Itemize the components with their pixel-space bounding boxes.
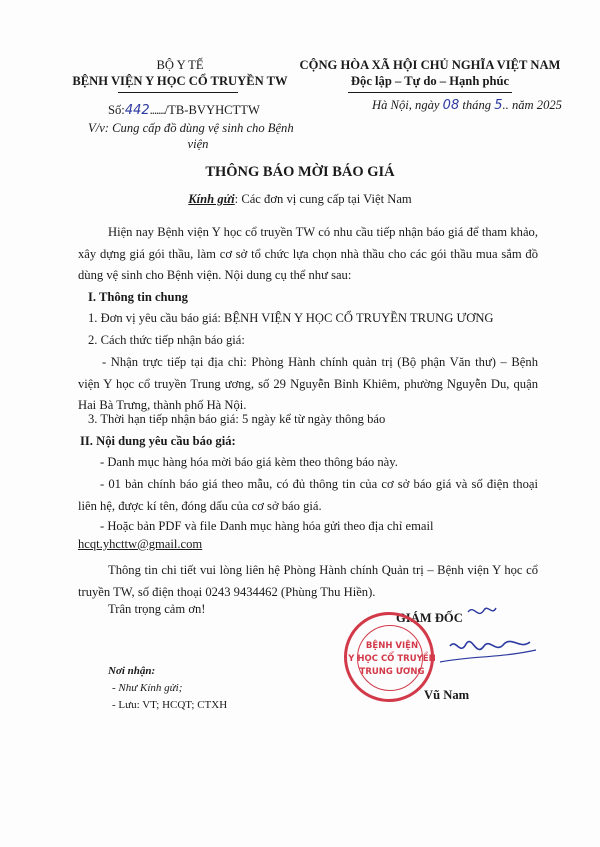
section2-bullet1: - Danh mục hàng hóa mời báo giá kèm theo thông báo này. (100, 455, 398, 469)
date-prefix: Hà Nội, ngày (372, 98, 440, 112)
document-title: THÔNG BÁO MỜI BÁO GIÁ (205, 164, 395, 180)
section1-heading: I. Thông tin chung (88, 290, 188, 304)
section1-item2-detail: - Nhận trực tiếp tại địa chỉ: Phòng Hành chính quản trị (Bộ phận Văn thư) – Bệnh viện Y học cổ truyền Trung ương, số 29 Nguyễn Bỉnh Khiêm, phường Nguyễn Du, quận Hai Bà Trưng, thành phố Hà Nội. (78, 355, 538, 412)
hospital-name: BỆNH VIỆN Y HỌC CỔ TRUYỀN TW (72, 74, 288, 88)
date-month-label: tháng (462, 98, 492, 112)
greeting (0, 192, 600, 207)
document-date: Hà Nội, ngày 08 tháng 5.. năm 2025 (372, 98, 562, 113)
document-number: Số:442......./TB-BVYHCTTW (108, 103, 260, 118)
contact-email[interactable]: hcqt.yhcttw@gmail.com (78, 537, 203, 551)
date-month: 5 (494, 98, 503, 113)
ministry-name: BỘ Y TẾ (156, 58, 204, 72)
country-name: CỘNG HÒA XÃ HỘI CHỦ NGHĨA VIỆT NAM (299, 58, 561, 72)
section2-bullet2: - 01 bản chính báo giá theo mẫu, có đủ thông tin của cơ sở báo giá và số điện thoại liên hệ, được kí tên, đóng dấu của cơ sở báo giá. (78, 477, 538, 513)
recipients-label: Nơi nhận: (108, 665, 156, 677)
recipient-item: - Lưu: VT; HCQT; CTXH (112, 699, 228, 711)
number-suffix: /TB-BVYHCTTW (164, 103, 260, 117)
number-handwritten: 442 (124, 103, 150, 118)
date-year: năm 2025 (511, 98, 562, 112)
section1-item1: 1. Đơn vị yêu cầu báo giá: BỆNH VIỆN Y HỌC CỔ TRUYỀN TRUNG ƯƠNG (88, 311, 494, 325)
section2-heading: II. Nội dung yêu cầu báo giá: (80, 434, 236, 448)
stamp-line-2: Y HỌC CỔ TRUYỀN (348, 654, 436, 664)
signer-name: Vũ Nam (424, 688, 470, 702)
section1-item3: 3. Thời hạn tiếp nhận báo giá: 5 ngày kể từ ngày thông báo (88, 412, 386, 426)
closing-text: Trân trọng cảm ơn! (108, 602, 206, 616)
intro-paragraph: Hiện nay Bệnh viện Y học cổ truyền TW có nhu cầu tiếp nhận báo giá để tham khảo, xây dựng giá gói thầu, làm cơ sở tổ chức lựa chọn nhà thầu cho các gói thầu mua sắm đồ dùng vệ sinh cho Bệnh viện. Nội dung cụ thể như sau: (78, 225, 538, 282)
section2-bullet3: - Hoặc bản PDF và file Danh mục hàng hóa gửi theo địa chỉ email (100, 519, 434, 533)
number-prefix: Số: (108, 103, 125, 117)
stamp-line-1: BỆNH VIỆN (365, 641, 419, 651)
stamp-line-3: TRUNG ƯƠNG (359, 667, 425, 677)
subject-line-1: V/v: Cung cấp đồ dùng vệ sinh cho Bệnh (88, 121, 294, 135)
national-motto: Độc lập – Tự do – Hạnh phúc (350, 74, 510, 88)
hospital-underline (118, 92, 238, 93)
section1-item2: 2. Cách thức tiếp nhận báo giá: (88, 333, 245, 347)
subject-line-2: viện (187, 137, 209, 151)
greeting-text: : Các đơn vị cung cấp tại Việt Nam (234, 192, 412, 206)
contact-paragraph: Thông tin chi tiết vui lòng liên hệ Phòng Hành chính Quản trị – Bệnh viện Y học cổ truyền TW, số điện thoại 0243 9434462 (Phùng Thu Hiền). (78, 563, 538, 599)
date-day: 08 (442, 98, 460, 113)
signature-title: GIÁM ĐỐC (396, 611, 463, 625)
greeting-label: Kính gửi (188, 192, 235, 206)
recipient-item: - Như Kính gửi; (112, 682, 183, 694)
motto-underline (348, 92, 512, 93)
